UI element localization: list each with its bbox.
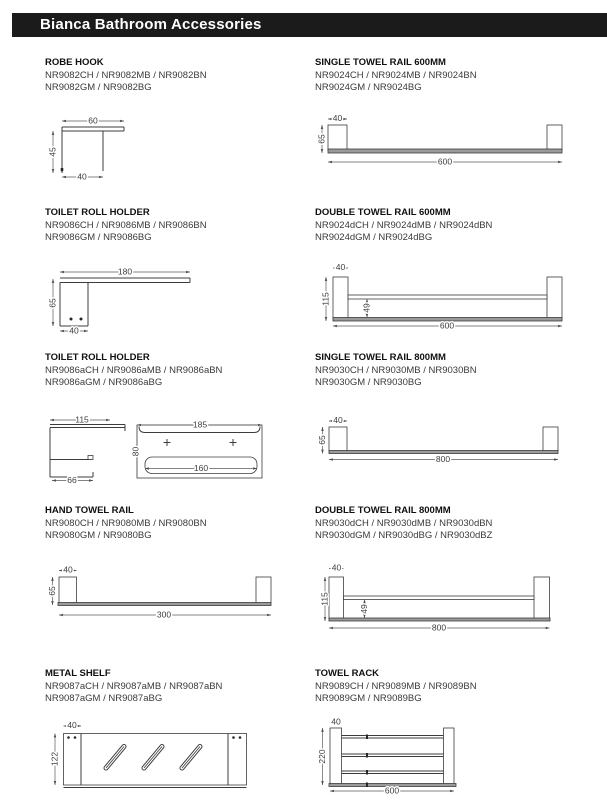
product-codes-line2: NR9086GM / NR9086BG [45, 231, 152, 243]
holder-outline [60, 278, 190, 326]
dimension-inner [359, 600, 369, 619]
product-title: SINGLE TOWEL RAIL 800MM [315, 352, 446, 363]
svg-text:115: 115 [319, 592, 330, 606]
product-codes-line2: NR9086aGM / NR9086aBG [45, 376, 163, 388]
robe-hook-outline [61, 127, 124, 173]
rail-outline [328, 125, 562, 153]
dimension-height [47, 577, 57, 605]
dimension-post [330, 716, 342, 726]
dimension-height [47, 131, 57, 173]
rail-outline [58, 577, 271, 606]
svg-text:60: 60 [88, 115, 98, 126]
drawing-toilet-roll-holder-2 [40, 415, 270, 490]
dimension-length [328, 156, 562, 166]
product-codes-line2: NR9089GM / NR9089BG [315, 692, 422, 704]
drawing-single-towel-rail-800 [315, 415, 575, 470]
product-hand-towel-rail [45, 505, 325, 541]
drawing-double-towel-rail-600 [315, 260, 575, 335]
product-codes-line2: NR9024GM / NR9024BG [315, 81, 422, 93]
svg-text:40: 40 [331, 716, 341, 727]
svg-text:160: 160 [193, 462, 209, 473]
svg-text:65: 65 [316, 134, 327, 144]
dimension-depth [60, 325, 88, 335]
dimension-post [333, 262, 348, 272]
product-codes-line2: NR9080GM / NR9080BG [45, 529, 152, 541]
dimension-height [47, 279, 57, 326]
drawing-toilet-roll-holder-1 [45, 265, 205, 345]
svg-text:40: 40 [332, 112, 343, 123]
dimension-height [316, 125, 326, 153]
product-title: METAL SHELF [45, 668, 111, 679]
product-codes-line1: NR9030CH / NR9030MB / NR9030BN [315, 365, 477, 376]
product-title: SINGLE TOWEL RAIL 600MM [315, 57, 446, 68]
product-title: TOWEL RACK [315, 668, 380, 679]
svg-text:122: 122 [49, 751, 60, 767]
svg-text:115: 115 [320, 292, 331, 306]
svg-text:600: 600 [437, 156, 453, 167]
svg-text:45: 45 [47, 147, 58, 157]
svg-text:220: 220 [316, 749, 327, 764]
svg-text:40: 40 [335, 261, 346, 272]
product-toilet-roll-holder-2 [45, 352, 325, 388]
drawing-single-towel-rail-600 [315, 113, 575, 178]
product-codes-line1: NR9087aCH / NR9087aMB / NR9087aBN [45, 681, 223, 692]
svg-text:180: 180 [117, 266, 133, 277]
dimension-length [333, 320, 562, 330]
shelf-outline [64, 734, 247, 788]
svg-text:65: 65 [47, 298, 58, 308]
drawing-hand-towel-rail [45, 560, 285, 625]
product-title: DOUBLE TOWEL RAIL 800MM [315, 505, 451, 516]
svg-text:115: 115 [75, 414, 89, 425]
side-view-outline [50, 425, 125, 478]
product-title: TOILET ROLL HOLDER [45, 352, 150, 363]
product-metal-shelf [45, 668, 325, 704]
svg-text:49: 49 [361, 303, 372, 313]
svg-text:80: 80 [130, 446, 141, 457]
product-double-towel-rail-600 [315, 207, 595, 243]
product-codes-line2: NR9030GM / NR9030BG [315, 376, 422, 388]
rail-outline [333, 277, 562, 321]
dimension-length [329, 454, 558, 464]
dimension-length [329, 622, 550, 632]
rail-outline [329, 427, 558, 454]
dimension-height [49, 734, 59, 786]
product-robe-hook [45, 57, 325, 93]
svg-text:185: 185 [192, 419, 208, 430]
product-codes-line1: NR9024CH / NR9024MB / NR9024BN [315, 70, 477, 81]
product-codes-line1: NR9082CH / NR9082MB / NR9082BN [45, 70, 207, 81]
dimension-length [59, 609, 271, 619]
svg-text:40: 40 [63, 564, 73, 575]
svg-text:300: 300 [156, 609, 172, 620]
dimension-width [62, 115, 124, 125]
product-codes-line1: NR9080CH / NR9080MB / NR9080BN [45, 518, 207, 529]
page-header [12, 13, 607, 37]
svg-text:800: 800 [435, 453, 451, 464]
product-codes-line1: NR9086CH / NR9086MB / NR9086BN [45, 220, 207, 231]
svg-text:40: 40 [67, 719, 77, 730]
svg-text:49: 49 [358, 604, 369, 614]
svg-text:40: 40 [77, 171, 87, 182]
product-codes-line1: NR9030dCH / NR9030dMB / NR9030dBN [315, 518, 493, 529]
product-towel-rack [315, 668, 595, 704]
product-title: HAND TOWEL RAIL [45, 505, 134, 516]
svg-text:66: 66 [67, 474, 77, 485]
product-codes-line2: NR9082GM / NR9082BG [45, 81, 152, 93]
product-title: DOUBLE TOWEL RAIL 600MM [315, 207, 451, 218]
dimension-post [59, 564, 77, 574]
product-single-towel-rail-800 [315, 352, 595, 388]
dimension-depth [62, 171, 103, 181]
svg-text:40: 40 [69, 325, 79, 336]
svg-text:40: 40 [333, 414, 343, 425]
svg-text:600: 600 [439, 320, 455, 331]
product-codes-line2: NR9087aGM / NR9087aBG [45, 692, 163, 704]
product-codes-line2: NR9024dGM / NR9024dBG [315, 231, 433, 243]
product-single-towel-rail-600 [315, 57, 595, 93]
dimension-side-bottom [52, 475, 93, 485]
product-codes-line1: NR9086aCH / NR9086aMB / NR9086aBN [45, 365, 223, 376]
dimension-height [319, 577, 329, 621]
dimension-inner [361, 299, 371, 318]
product-double-towel-rail-800 [315, 505, 595, 541]
rack-outline [329, 728, 456, 787]
product-title: ROBE HOOK [45, 57, 104, 68]
dimension-height [317, 427, 327, 454]
dimension-width [60, 266, 190, 276]
dimension-side-top [50, 414, 110, 424]
drawing-double-towel-rail-800 [315, 560, 565, 635]
product-codes-line2: NR9030dGM / NR9030dBG / NR9030dBZ [315, 529, 493, 541]
svg-text:600: 600 [384, 785, 400, 796]
svg-text:40: 40 [331, 562, 342, 573]
dimension-post [329, 562, 344, 572]
product-codes-line1: NR9089CH / NR9089MB / NR9089BN [315, 681, 477, 692]
svg-text:65: 65 [316, 435, 327, 445]
dimension-bracket [64, 720, 82, 730]
dimension-post [329, 415, 347, 425]
dimension-post [328, 113, 347, 123]
svg-text:65: 65 [46, 586, 57, 596]
drawing-robe-hook [45, 113, 135, 188]
drawing-towel-rack [315, 718, 475, 803]
product-toilet-roll-holder-1 [45, 207, 325, 243]
drawing-metal-shelf [45, 718, 265, 798]
product-codes-line1: NR9024dCH / NR9024dMB / NR9024dBN [315, 220, 493, 231]
svg-text:800: 800 [431, 622, 447, 633]
page-title: Bianca Bathroom Accessories [40, 16, 262, 33]
product-title: TOILET ROLL HOLDER [45, 207, 150, 218]
dimension-height [317, 728, 327, 785]
dimension-height [320, 277, 330, 321]
